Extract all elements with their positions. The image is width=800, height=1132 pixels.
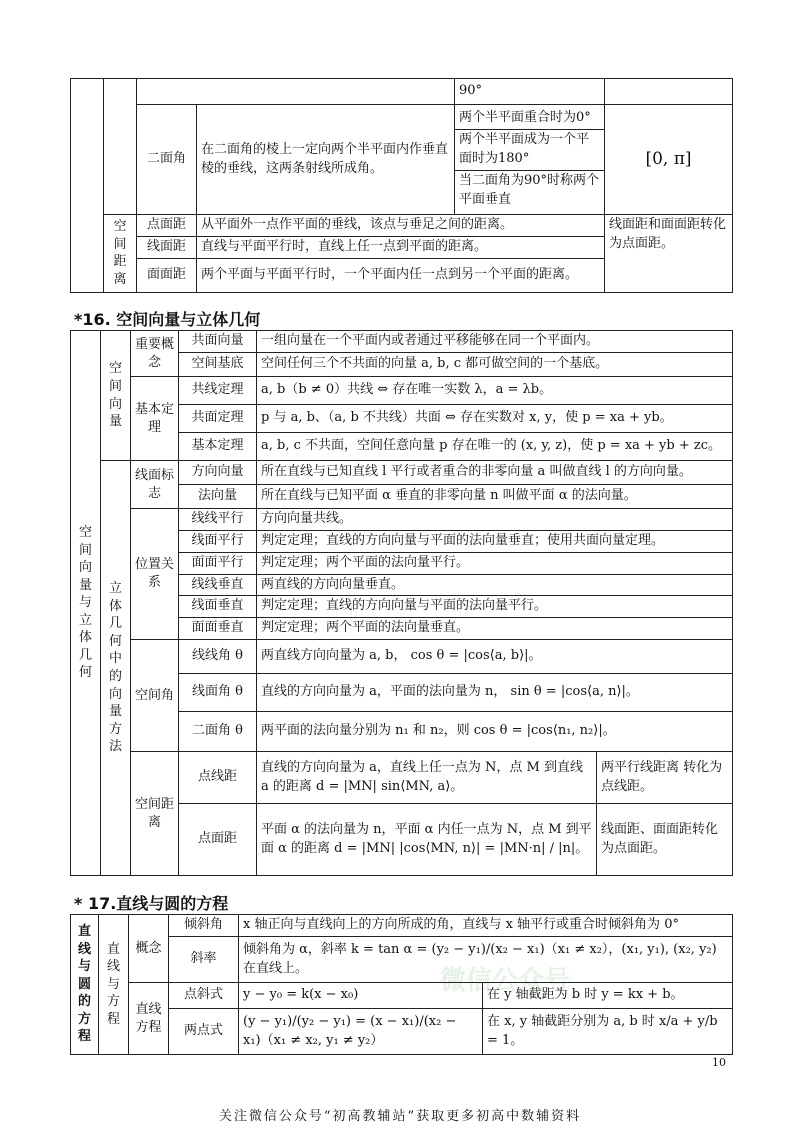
dist-name: 点面距	[137, 215, 197, 237]
s16-concept-label: 重要概念	[131, 331, 179, 377]
row-def: 所在直线与已知平面 α 垂直的非零向量 n 叫做平面 α 的法向量。	[257, 485, 733, 509]
row-def: 两直线方向向量为 a, b， cos θ = |cos⟨a, b⟩|。	[257, 640, 733, 674]
dist-name: 线面距	[137, 236, 197, 258]
row-def: a, b, c 不共面，空间任意向量 p 存在唯一的 (x, y, z)，使 p = xa + yb + zc。	[257, 433, 733, 461]
row-def: y − y₀ = k(x − x₀)	[239, 983, 483, 1009]
row-name: 点斜式	[169, 983, 239, 1009]
row-def: x 轴正向与直线向上的方向所成的角，直线与 x 轴平行或重合时倾斜角为 0°	[239, 915, 733, 937]
row-def: 一组向量在一个平面内或者通过平移能够在同一个平面内。	[257, 331, 733, 353]
row-def: (y − y₁)/(y₂ − y₁) = (x − x₁)/(x₂ − x₁)（x₁ ≠ x₂, y₁ ≠ y₂）	[239, 1009, 483, 1055]
empty-cell	[605, 79, 733, 105]
row-def: 空间任何三个不共面的向量 a, b, c 都可做空间的一个基底。	[257, 353, 733, 377]
row-name: 倾斜角	[169, 915, 239, 937]
row-def: 两直线的方向向量垂直。	[257, 574, 733, 596]
section-17-table	[70, 914, 733, 1055]
row-name: 方向向量	[179, 461, 257, 485]
top-table	[70, 78, 733, 293]
s17-g1-label: 直线与方程	[99, 915, 129, 1055]
s16-dist-label: 空间距离	[131, 752, 179, 876]
section-17-title: * 17.直线与圆的方程	[74, 894, 229, 913]
dihedral-cases	[455, 105, 605, 215]
row-name: 线面平行	[179, 530, 257, 552]
row-def: 直线的方向向量为 a，直线上任一点为 N，点 M 到直线 a 的距离 d = |MN| sin⟨MN, a⟩。	[257, 752, 597, 804]
row-name: 点面距	[179, 804, 257, 876]
row-name: 线面垂直	[179, 596, 257, 618]
footer-rule	[70, 1054, 732, 1055]
row-def: p 与 a, b、（a, b 不共线）共面 ⇔ 存在实数对 x, y，使 p = xa + yb。	[257, 405, 733, 433]
dihedral-range: [0, π]	[605, 105, 733, 215]
row-name: 基本定理	[179, 433, 257, 461]
row-def: 两平面的法向量分别为 n₁ 和 n₂，则 cos θ = |cos⟨n₁, n₂⟩|。	[257, 712, 733, 752]
row-def: 判定定理；直线的方向向量与平面的法向量平行。	[257, 596, 733, 618]
section-16-title: *16. 空间向量与立体几何	[74, 310, 261, 329]
row-name: 共面定理	[179, 405, 257, 433]
s16-sign-label: 线面标志	[131, 461, 179, 509]
footer-text: 关注微信公众号“初高教辅站”获取更多初高中数辅资料	[218, 1109, 582, 1124]
row-name: 空间基底	[179, 353, 257, 377]
watermark: 微信公众号	[440, 966, 571, 996]
row-name: 线线角 θ	[179, 640, 257, 674]
s17-concept-label: 概念	[129, 915, 169, 983]
left-border-cell	[71, 79, 104, 293]
dist-name: 面面距	[137, 258, 197, 292]
row-note: 线面距、面面距转化为点面距。	[597, 804, 733, 876]
row-def: 方向向量共线。	[257, 509, 733, 531]
s16-g2-label: 立体几何中的向量方法	[101, 461, 131, 876]
row-right: 在 y 轴截距为 b 时 y = kx + b。	[483, 983, 733, 1009]
dihedral-label: 二面角	[137, 105, 197, 215]
row-def: a, b（b ≠ 0）共线 ⇔ 存在唯一实数 λ，a = λb。	[257, 377, 733, 405]
row-def: 判定定理；两个平面的法向量平行。	[257, 552, 733, 574]
s16-outer-label: 空间向量与立体几何	[71, 331, 101, 876]
row-def: 倾斜角为 α，斜率 k = tan α = (y₂ − y₁)/(x₂ − x₁)（x₁ ≠ x₂），(x₁, y₁), (x₂, y₂) 在直线上。	[239, 937, 733, 983]
row-name: 二面角 θ	[179, 712, 257, 752]
row-name: 面面垂直	[179, 618, 257, 640]
row-name: 点线距	[179, 752, 257, 804]
row-name: 线线平行	[179, 509, 257, 531]
dihedral-def: 在二面角的棱上一定向两个半平面内作垂直棱的垂线，这两条射线所成角。	[197, 105, 455, 215]
dist-def: 直线与平面平行时，直线上任一点到平面的距离。	[197, 236, 605, 258]
row-right: 在 x, y 轴截距分别为 a, b 时 x/a + y/b = 1。	[483, 1009, 733, 1055]
row-name: 线线垂直	[179, 574, 257, 596]
row-def: 判定定理；直线的方向向量与平面的法向量垂直；使用共面向量定理。	[257, 530, 733, 552]
dist-group-label: 空间距离	[104, 215, 137, 293]
cell-90: 90°	[455, 79, 605, 105]
dihedral-case: 当二面角为90°时称两个平面垂直	[459, 172, 600, 207]
row-def: 直线的方向向量为 a，平面的法向量为 n， sin θ = |cos⟨a, n⟩|。	[257, 674, 733, 712]
row-name: 斜率	[169, 937, 239, 983]
row-name: 法向量	[179, 485, 257, 509]
row-note: 两平行线距离 转化为点线距。	[597, 752, 733, 804]
s16-theorem-label: 基本定理	[131, 377, 179, 461]
s16-pos-label: 位置关系	[131, 509, 179, 640]
s17-eq-label: 直线方程	[129, 983, 169, 1055]
empty-cell	[137, 79, 455, 105]
row-def: 平面 α 的法向量为 n，平面 α 内任一点为 N，点 M 到平面 α 的距离 d = |MN| |cos⟨MN, n⟩| = |MN·n| / |n|。	[257, 804, 597, 876]
row-name: 共面向量	[179, 331, 257, 353]
row-name: 两点式	[169, 1009, 239, 1055]
s17-outer-label: 直线与圆的方程	[71, 915, 99, 1055]
s16-angle-label: 空间角	[131, 640, 179, 752]
dihedral-case: 两个半平面重合时为0°	[455, 108, 604, 130]
dihedral-case: 两个半平面成为一个平面时为180°	[455, 130, 604, 171]
dist-note: 线面距和面面距转化为点面距。	[605, 215, 733, 293]
page-number: 10	[712, 1056, 726, 1069]
row-name: 面面平行	[179, 552, 257, 574]
section-16-table	[70, 330, 733, 876]
dist-def: 两个平面与平面平行时，一个平面内任一点到另一个平面的距离。	[197, 258, 605, 292]
s16-g1-label: 空间向量	[101, 331, 131, 461]
dist-def: 从平面外一点作平面的垂线，该点与垂足之间的距离。	[197, 215, 605, 237]
row-name: 共线定理	[179, 377, 257, 405]
row-def: 所在直线与已知直线 l 平行或者重合的非零向量 a 叫做直线 l 的方向向量。	[257, 461, 733, 485]
row-def: 判定定理；两个平面的法向量垂直。	[257, 618, 733, 640]
row-name: 线面角 θ	[179, 674, 257, 712]
inner-border-cell	[104, 79, 137, 215]
